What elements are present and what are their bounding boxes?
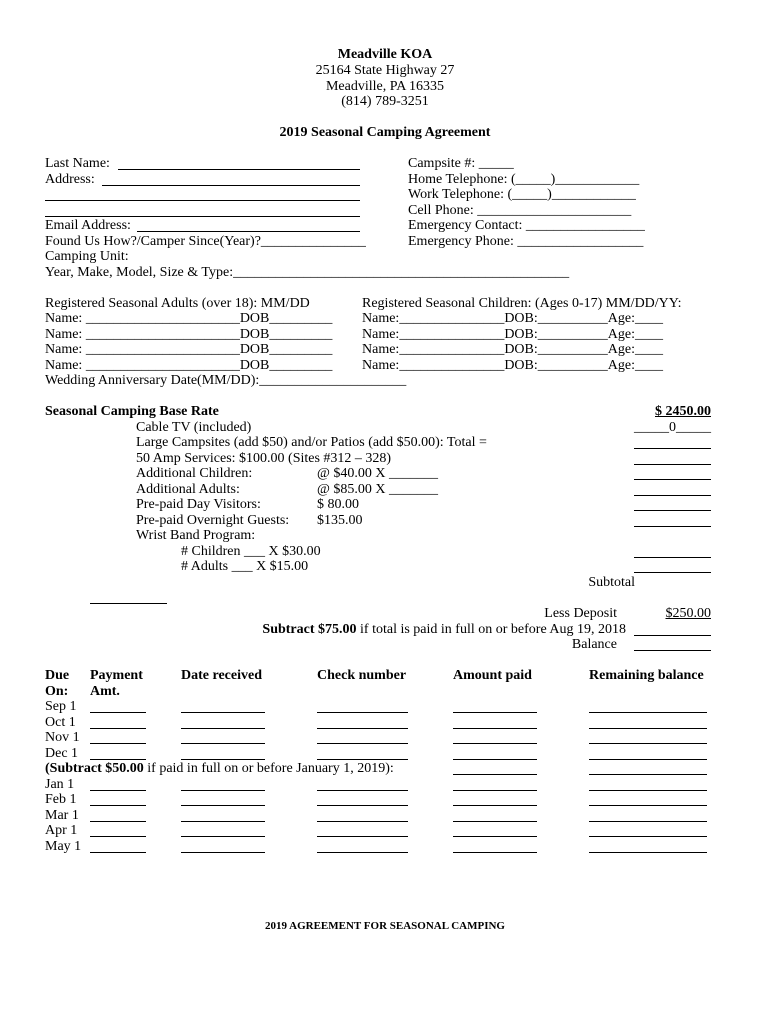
address-line-3[interactable] bbox=[45, 216, 360, 217]
date-received-line[interactable] bbox=[181, 759, 265, 760]
payment-header: Payment bbox=[90, 668, 143, 683]
remaining-balance-line[interactable] bbox=[589, 790, 707, 791]
january-discount-note bbox=[45, 761, 394, 777]
check-number-line[interactable] bbox=[317, 836, 408, 837]
month-label: Nov 1 bbox=[45, 730, 80, 745]
date-received-line[interactable] bbox=[181, 790, 265, 791]
payment-amount-line[interactable] bbox=[90, 790, 146, 791]
footer-title: 2019 AGREEMENT FOR SEASONAL CAMPING bbox=[265, 920, 505, 932]
subtotal-label: Subtotal bbox=[588, 575, 635, 590]
due-header-2: On: bbox=[45, 684, 69, 699]
due-header: Due bbox=[45, 668, 70, 683]
subtract-line[interactable] bbox=[634, 635, 711, 636]
month-label: Jan 1 bbox=[45, 777, 75, 792]
business-city: Meadville, PA 16335 bbox=[325, 79, 445, 94]
amount-paid-header: Amount paid bbox=[453, 668, 532, 683]
overnight-guests-label: Pre-paid Overnight Guests: bbox=[136, 513, 290, 528]
date-received-line[interactable] bbox=[181, 821, 265, 822]
wrist-band-label: Wrist Band Program: bbox=[136, 528, 256, 543]
amount-paid-line[interactable] bbox=[453, 712, 537, 713]
month-label: Feb 1 bbox=[45, 792, 77, 807]
deposit-value: $250.00 bbox=[665, 606, 711, 621]
adult-row-4[interactable]: Name: ______________________DOB_________ bbox=[45, 358, 333, 373]
date-received-line[interactable] bbox=[181, 743, 265, 744]
base-rate-label: Seasonal Camping Base Rate bbox=[45, 404, 219, 419]
check-number-line[interactable] bbox=[317, 743, 408, 744]
balance-line[interactable] bbox=[634, 650, 711, 651]
amp-line[interactable] bbox=[634, 464, 711, 465]
additional-adults-price[interactable]: @ $85.00 X _______ bbox=[317, 482, 439, 497]
subtract-note-bold: Subtract $75.00 bbox=[262, 622, 357, 637]
emergency-contact-field[interactable]: Emergency Contact: _________________ bbox=[408, 218, 645, 233]
month-label: Oct 1 bbox=[45, 715, 76, 730]
campsite-field[interactable]: Campsite #: _____ bbox=[408, 156, 514, 171]
adult-row-2[interactable]: Name: ______________________DOB_________ bbox=[45, 327, 333, 342]
remaining-balance-line[interactable] bbox=[589, 743, 707, 744]
large-sites-line[interactable] bbox=[634, 448, 711, 449]
check-number-line[interactable] bbox=[317, 759, 408, 760]
payment-amount-line[interactable] bbox=[90, 743, 146, 744]
date-received-header: Date received bbox=[181, 668, 262, 683]
january-note-rest: if paid in full on or before January 1, 2019): bbox=[143, 761, 394, 776]
additional-children-label: Additional Children: bbox=[136, 466, 253, 481]
cable-value: _____0_____ bbox=[634, 420, 711, 435]
amount-paid-line[interactable] bbox=[453, 852, 537, 853]
day-visitors-label: Pre-paid Day Visitors: bbox=[136, 497, 261, 512]
amount-paid-line[interactable] bbox=[453, 743, 537, 744]
balance-label: Balance bbox=[571, 637, 617, 652]
emergency-phone-field[interactable]: Emergency Phone: __________________ bbox=[408, 234, 644, 249]
agreement-title: 2019 Seasonal Camping Agreement bbox=[279, 125, 491, 140]
wrist-band-adults-line[interactable] bbox=[634, 572, 711, 573]
adult-row-3[interactable]: Name: ______________________DOB_________ bbox=[45, 342, 333, 357]
january-note-bold: (Subtract $50.00 bbox=[45, 761, 144, 776]
additional-children-line[interactable] bbox=[634, 479, 711, 480]
payment-amount-line[interactable] bbox=[90, 836, 146, 837]
less-deposit-label: Less Deposit bbox=[544, 606, 617, 621]
adults-header: Registered Seasonal Adults (over 18): MM/DD bbox=[45, 296, 310, 311]
large-sites-label: Large Campsites (add $50) and/or Patios (add $50.00): Total = bbox=[136, 435, 487, 450]
month-label: Apr 1 bbox=[45, 823, 78, 838]
subtract-note-rest: if total is paid in full on or before Aug 19, 2018 bbox=[356, 622, 626, 637]
wrist-band-adults[interactable]: # Adults ___ X $15.00 bbox=[181, 559, 309, 574]
overnight-guests-line[interactable] bbox=[634, 526, 711, 527]
check-number-header: Check number bbox=[317, 668, 407, 683]
date-received-line[interactable] bbox=[181, 712, 265, 713]
business-phone: (814) 789-3251 bbox=[341, 94, 429, 109]
month-label: Dec 1 bbox=[45, 746, 79, 761]
business-name: Meadville KOA bbox=[337, 47, 433, 62]
address-line-1[interactable] bbox=[102, 185, 360, 186]
camping-unit-label: Camping Unit: bbox=[45, 249, 129, 264]
wedding-anniversary-field[interactable]: Wedding Anniversary Date(MM/DD):_____________________ bbox=[45, 373, 407, 388]
additional-adults-label: Additional Adults: bbox=[136, 482, 240, 497]
last-name-line[interactable] bbox=[118, 169, 360, 170]
found-us-field[interactable]: Found Us How?/Camper Since(Year)?_______________ bbox=[45, 234, 366, 249]
additional-children-price[interactable]: @ $40.00 X _______ bbox=[317, 466, 439, 481]
payment-header-2: Amt. bbox=[90, 684, 120, 699]
date-received-line[interactable] bbox=[181, 836, 265, 837]
child-row-2[interactable]: Name:_______________DOB:__________Age:____ bbox=[362, 327, 663, 342]
remaining-balance-line[interactable] bbox=[589, 712, 707, 713]
amount-paid-line[interactable] bbox=[453, 759, 537, 760]
check-number-line[interactable] bbox=[317, 790, 408, 791]
unit-details-field[interactable]: Year, Make, Model, Size & Type:________________________________________________ bbox=[45, 265, 570, 280]
cable-label: Cable TV (included) bbox=[136, 420, 252, 435]
payment-amount-line[interactable] bbox=[90, 712, 146, 713]
email-line[interactable] bbox=[137, 231, 360, 232]
remaining-balance-line[interactable] bbox=[589, 774, 707, 775]
base-rate-value: $ 2450.00 bbox=[655, 404, 711, 419]
subtract-note bbox=[200, 622, 626, 638]
date-received-line[interactable] bbox=[181, 852, 265, 853]
date-received-line[interactable] bbox=[181, 805, 265, 806]
check-number-line[interactable] bbox=[317, 805, 408, 806]
amount-paid-line[interactable] bbox=[453, 821, 537, 822]
child-row-1[interactable]: Name:_______________DOB:__________Age:____ bbox=[362, 311, 663, 326]
check-number-line[interactable] bbox=[317, 728, 408, 729]
business-street: 25164 State Highway 27 bbox=[315, 63, 455, 78]
email-label: Email Address: bbox=[45, 218, 131, 233]
payment-amount-line[interactable] bbox=[90, 852, 146, 853]
remaining-balance-line[interactable] bbox=[589, 836, 707, 837]
home-telephone-field[interactable]: Home Telephone: (_____)____________ bbox=[408, 172, 640, 187]
remaining-balance-line[interactable] bbox=[589, 821, 707, 822]
adult-row-1[interactable]: Name: ______________________DOB_________ bbox=[45, 311, 333, 326]
last-name-label: Last Name: bbox=[45, 156, 110, 171]
amount-paid-line[interactable] bbox=[453, 790, 537, 791]
children-header: Registered Seasonal Children: (Ages 0-17) MM/DD/YY: bbox=[362, 296, 682, 311]
day-visitors-line[interactable] bbox=[634, 510, 711, 511]
address-line-2[interactable] bbox=[45, 200, 360, 201]
subtotal-line[interactable] bbox=[90, 603, 167, 604]
remaining-balance-line[interactable] bbox=[589, 759, 707, 760]
remaining-balance-line[interactable] bbox=[589, 805, 707, 806]
day-visitors-price: $ 80.00 bbox=[317, 497, 359, 512]
amp-label: 50 Amp Services: $100.00 (Sites #312 – 328) bbox=[136, 451, 392, 466]
check-number-line[interactable] bbox=[317, 852, 408, 853]
amount-paid-line[interactable] bbox=[453, 836, 537, 837]
wrist-band-children[interactable]: # Children ___ X $30.00 bbox=[181, 544, 321, 559]
remaining-balance-line[interactable] bbox=[589, 728, 707, 729]
amount-paid-line[interactable] bbox=[453, 728, 537, 729]
wrist-band-children-line[interactable] bbox=[634, 557, 711, 558]
remaining-balance-line[interactable] bbox=[589, 852, 707, 853]
payment-amount-line[interactable] bbox=[90, 728, 146, 729]
address-label: Address: bbox=[45, 172, 95, 187]
month-label: May 1 bbox=[45, 839, 82, 854]
remaining-balance-header: Remaining balance bbox=[589, 668, 704, 683]
overnight-guests-price: $135.00 bbox=[317, 513, 363, 528]
child-row-3[interactable]: Name:_______________DOB:__________Age:____ bbox=[362, 342, 663, 357]
month-label: Mar 1 bbox=[45, 808, 79, 823]
date-received-line[interactable] bbox=[181, 728, 265, 729]
work-telephone-field[interactable]: Work Telephone: (_____)____________ bbox=[408, 187, 636, 202]
payment-amount-line[interactable] bbox=[90, 805, 146, 806]
payment-amount-line[interactable] bbox=[90, 759, 146, 760]
month-label: Sep 1 bbox=[45, 699, 77, 714]
check-number-line[interactable] bbox=[317, 821, 408, 822]
cell-phone-field[interactable]: Cell Phone: ______________________ bbox=[408, 203, 632, 218]
check-number-line[interactable] bbox=[317, 712, 408, 713]
payment-amount-line[interactable] bbox=[90, 821, 146, 822]
amount-paid-line[interactable] bbox=[453, 805, 537, 806]
amount-paid-line[interactable] bbox=[453, 774, 537, 775]
child-row-4[interactable]: Name:_______________DOB:__________Age:____ bbox=[362, 358, 663, 373]
additional-adults-line[interactable] bbox=[634, 495, 711, 496]
